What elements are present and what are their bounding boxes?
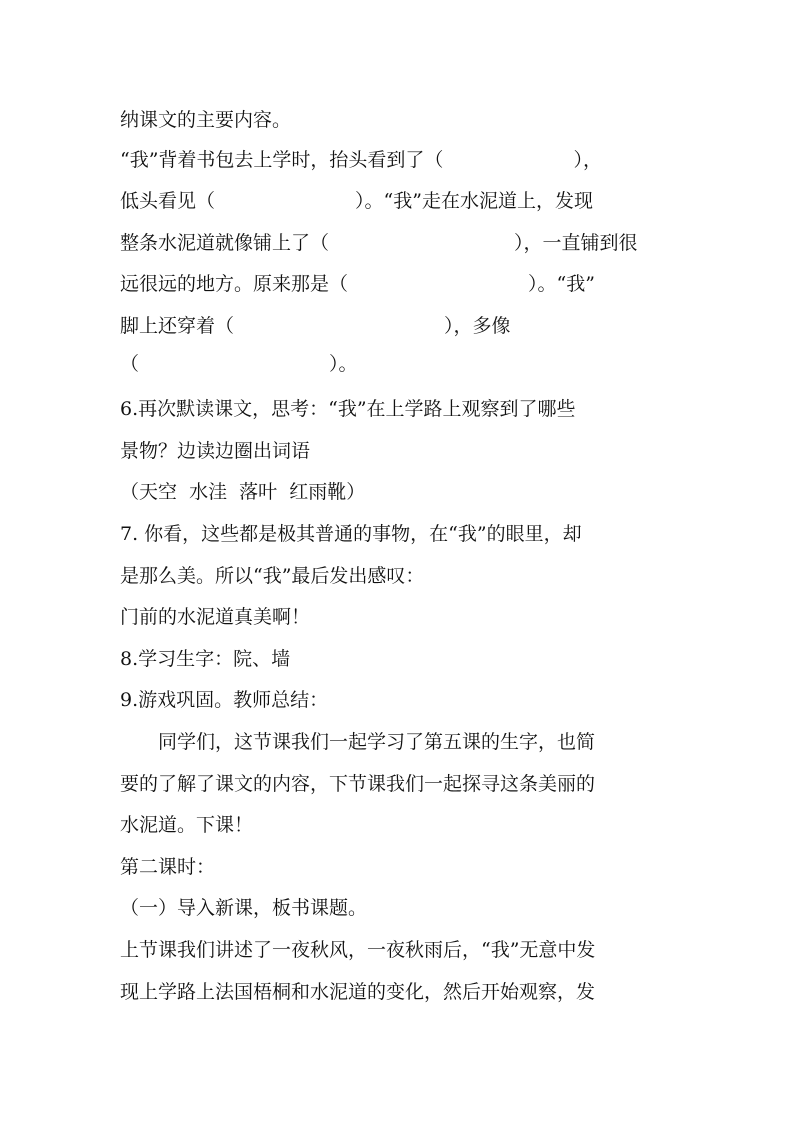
answer-words xyxy=(120,480,365,504)
fill-blank-line xyxy=(120,352,358,376)
line-text: ）。“我”走在水泥道上，发现 xyxy=(355,190,593,212)
question-8 xyxy=(120,647,290,671)
line-text: 同学们，这节课我们一起学习了第五课的生字，也简 xyxy=(158,731,596,753)
line-text: 脚上还穿着（ xyxy=(120,315,235,337)
text-line xyxy=(120,980,595,1004)
fill-blank-line xyxy=(120,314,511,338)
line-text: 整条水泥道就像铺上了（ xyxy=(120,232,330,254)
question-9 xyxy=(120,688,328,712)
paragraph-start xyxy=(158,730,595,754)
line-text: 远很远的地方。原来那是（ xyxy=(120,273,349,295)
line-text: 9.游戏巩固。教师总结： xyxy=(120,689,329,711)
line-text: 8.学习生字：院、墙 xyxy=(120,648,291,670)
fill-blank-line xyxy=(120,189,593,213)
fill-blank-line xyxy=(120,272,595,296)
line-text: 要的了解了课文的内容，下节课我们一起探寻这条美丽的 xyxy=(120,773,596,795)
line-text: ）， xyxy=(573,149,602,171)
text-line xyxy=(120,439,310,463)
section-heading xyxy=(120,855,215,879)
fill-blank-line xyxy=(120,148,602,172)
line-text: 7. 你看，这些都是极其普通的事物，在“我”的眼里，却 xyxy=(120,523,582,545)
line-text: 水泥道。下课！ xyxy=(120,814,254,836)
line-text: ），一直铺到很 xyxy=(514,232,638,254)
line-text: 景物？边读边圈出词语 xyxy=(120,440,311,462)
line-text: 门前的水泥道真美啊！ xyxy=(120,606,311,628)
line-text: 纳课文的主要内容。 xyxy=(120,109,292,131)
line-text: （一）导入新课，板书课题。 xyxy=(120,897,368,919)
line-text: （天空 水洼 落叶 红雨靴） xyxy=(120,481,366,503)
text-line xyxy=(120,605,310,629)
line-text: 6.再次默读课文，思考：“我”在上学路上观察到了哪些 xyxy=(120,398,576,420)
text-line xyxy=(120,813,253,837)
line-text: 是那么美。所以“我”最后发出感叹： xyxy=(120,565,425,587)
line-text: “我”背着书包去上学时，抬头看到了（ xyxy=(120,149,444,171)
line-text: ）。“我” xyxy=(528,273,595,295)
line-text: 上节课我们讲述了一夜秋风，一夜秋雨后，“我”无意中发 xyxy=(120,939,596,961)
text-line xyxy=(120,564,424,588)
line-text: ）。 xyxy=(329,353,358,375)
line-text: 现上学路上法国梧桐和水泥道的变化，然后开始观察，发 xyxy=(120,981,596,1003)
question-6 xyxy=(120,397,576,421)
fill-blank-line xyxy=(120,231,638,255)
line-text: （ xyxy=(120,353,140,375)
subsection-heading xyxy=(120,896,367,920)
line-text: ），多像 xyxy=(444,315,511,337)
text-line xyxy=(120,772,595,796)
text-line xyxy=(120,938,595,962)
line-text: 第二课时： xyxy=(120,856,216,878)
question-7 xyxy=(120,522,582,546)
text-line xyxy=(120,108,291,132)
line-text: 低头看见（ xyxy=(120,190,216,212)
